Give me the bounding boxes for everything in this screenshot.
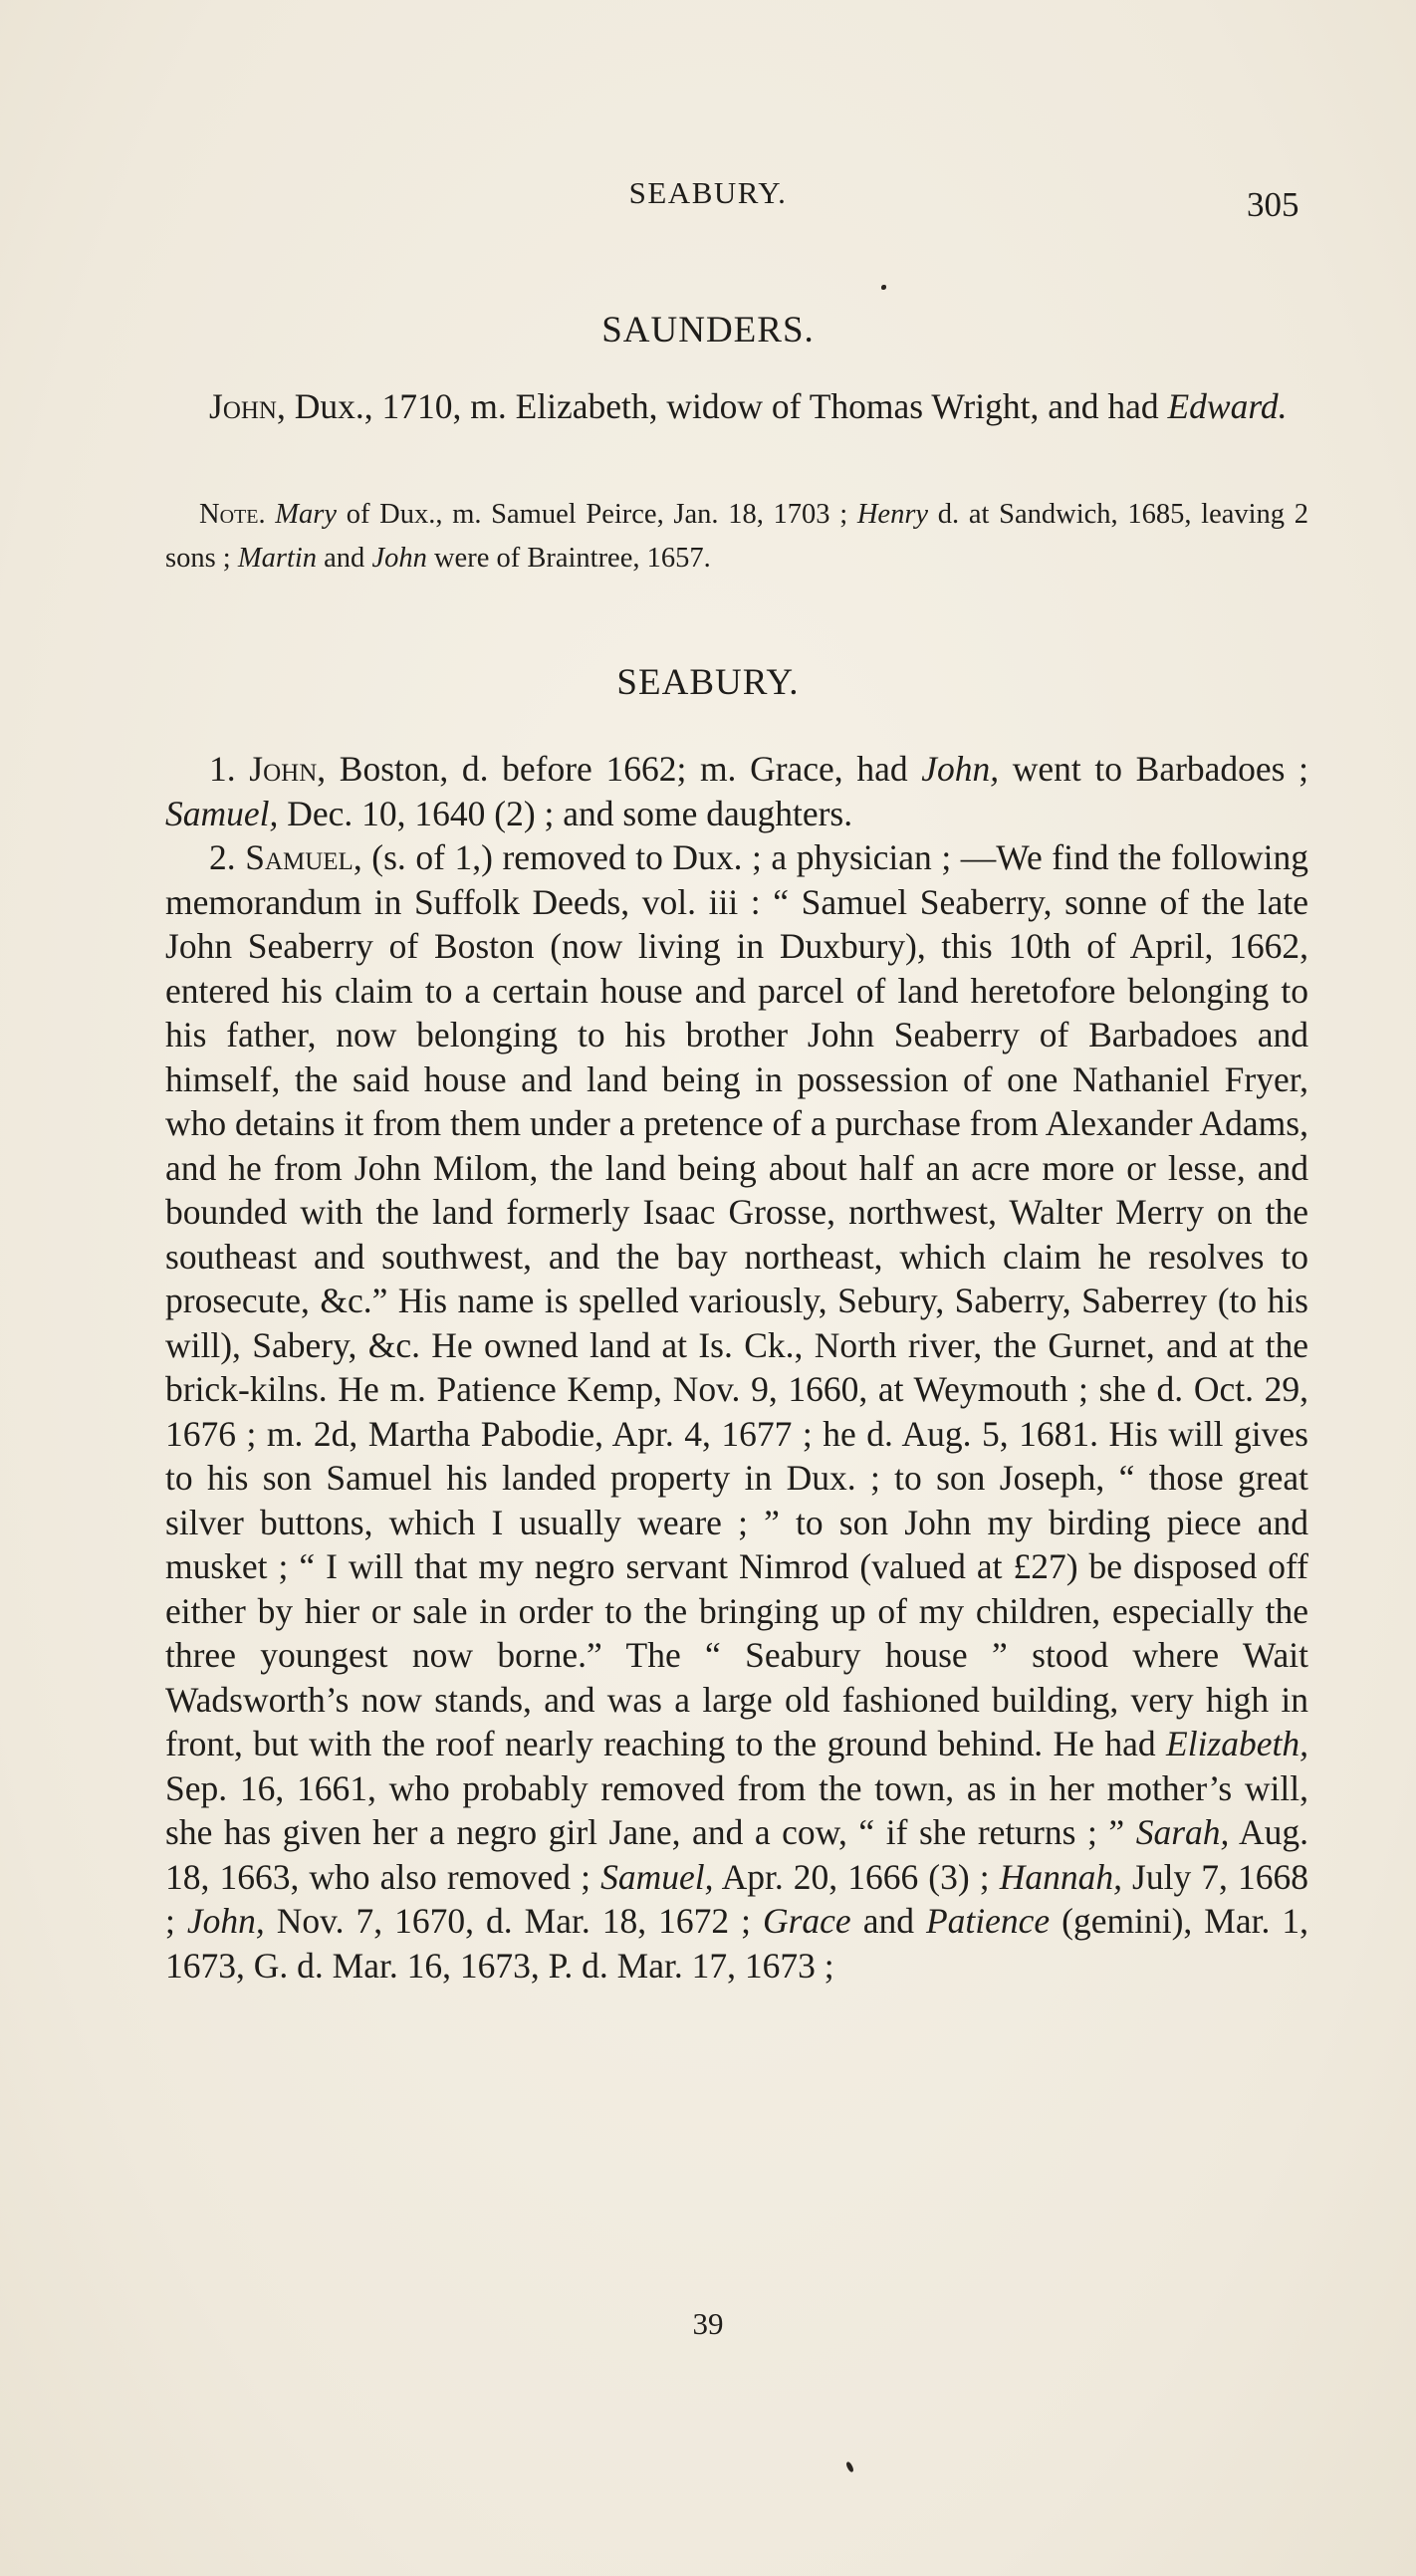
entry-child-name: John, — [186, 1901, 265, 1941]
saunders-note — [165, 493, 1308, 581]
seabury-entry-2 — [165, 835, 1308, 1988]
section-title-seabury: SEABURY. — [616, 662, 800, 703]
entry-text: , Dux., 1710, m. Elizabeth, widow of Thomas Wright, and had — [276, 386, 1168, 426]
entry-child-name: Edward. — [1167, 386, 1288, 426]
note-name: Henry — [856, 499, 929, 530]
entry-text: , (s. of 1,) removed to Dux. ; a physician ; —We find the following memorandum in Suffolk Deeds, vol. iii : “ Samuel Seaberry, sonne of the late John Seaberry of Boston (now living in Duxbury), this 10th of April, 1662, entered his claim to a certain house and parcel of land heretofore belonging to his father, now belonging to his brother John Seaberry of Barbadoes and himself, the said house and land being in possession of one Nathaniel Fryer, who detains it from them under a pretence of a purchase from Alexander Adams, and he from John Milom, the land being about half an acre more or lesse, and bounded with the land formerly Isaac Grosse, northwest, Walter Merry on the southeast and southwest, and the bay northeast, which claim he resolves to prosecute, &c.” His name is spelled variously, Sebury, Saberry, Saberrey (to his will), Sabery, &c. He owned land at Is. Ck., North river, the Gurnet, and at the brick-kilns. He m. Patience Kemp, Nov. 9, 1660, at Weymouth ; she d. Oct. 29, 1676 ; m. 2d, Martha Pabodie, Apr. 4, 1677 ; he d. Aug. 5, 1681. His will gives to his son Samuel his landed property in Dux. ; to son Joseph, “ those great silver buttons, which I usually weare ; ” to son John my birding piece and musket ; “ I will that my negro servant Nimrod (valued at £27) be disposed off either by hier or sale in order to the bringing up of my children, especially the three youngest now borne.” The “ Seabury house ” stood where Wait Wadsworth’s now stands, and was a large old fashioned building, very high in front, but with the roof nearly reaching to the ground behind. He had — [165, 837, 1309, 1763]
note-text: were of Braintree, 1657. — [426, 543, 711, 574]
entry-text: , Boston, d. before 1662; m. Grace, had — [317, 749, 922, 789]
entry-text: Sep. 16, 1661, who probably removed from the town, as in her mother’s will, she has given her a negro girl Jane, and a cow, “ if she returns ; ” — [165, 1767, 1308, 1852]
entry-text: Nov. 7, 1670, d. Mar. 18, 1672 ; — [264, 1901, 763, 1941]
entry-name: Samuel — [245, 837, 354, 877]
entry-text: went to Barbadoes ; — [999, 749, 1308, 789]
entry-number: 2. — [209, 837, 246, 877]
ink-speck — [845, 2460, 855, 2472]
entry-child-name: Samuel, — [600, 1856, 714, 1897]
signature-mark: 39 — [692, 2306, 724, 2341]
seabury-entries — [165, 747, 1308, 1988]
entry-child-name: Sarah, — [1135, 1812, 1230, 1852]
entry-child-name: Samuel, — [165, 793, 279, 833]
entry-child-name: Hannah, — [999, 1856, 1122, 1897]
note-text: and — [317, 543, 372, 574]
note-text: of Dux., m. Samuel Peirce, Jan. 18, 1703 ; — [337, 499, 857, 530]
running-head: SEABURY. — [628, 175, 788, 210]
entry-child-name: Patience — [925, 1901, 1051, 1941]
ink-speck — [881, 285, 886, 290]
page-number: 305 — [1247, 185, 1299, 224]
section-title-saunders: SAUNDERS. — [601, 310, 815, 351]
entry-name: John — [209, 386, 277, 426]
entry-text: Dec. 10, 1640 (2) ; and some daughters. — [278, 793, 853, 833]
note-name: Mary — [275, 499, 338, 530]
entry-text: July 7, 1668 ; — [165, 1856, 1308, 1941]
note-label: Note. — [199, 499, 266, 530]
note-paragraph — [165, 493, 1308, 581]
entry-child-name: Grace — [762, 1901, 851, 1941]
note-text: d. at Sandwich, 1685, leaving 2 sons ; — [165, 499, 1308, 574]
entry-child-name: Elizabeth, — [1166, 1724, 1308, 1763]
entry-number: 1. — [209, 749, 250, 789]
seabury-entry-1 — [165, 747, 1308, 835]
entry-text: Apr. 20, 1666 (3) ; — [713, 1856, 1000, 1897]
entry-child-name: John, — [921, 749, 1000, 789]
entry-text: and — [850, 1901, 926, 1941]
note-name: John — [371, 543, 427, 574]
note-name: Martin — [237, 543, 318, 574]
entry-text: (gemini), Mar. 1, 1673, G. d. Mar. 16, 1673, P. d. Mar. 17, 1673 ; — [165, 1901, 1308, 1986]
entry-text: Aug. 18, 1663, who also removed ; — [165, 1812, 1308, 1897]
saunders-entry-paragraph — [165, 384, 1308, 429]
entry-name: John — [249, 749, 318, 789]
saunders-entry — [165, 384, 1308, 429]
